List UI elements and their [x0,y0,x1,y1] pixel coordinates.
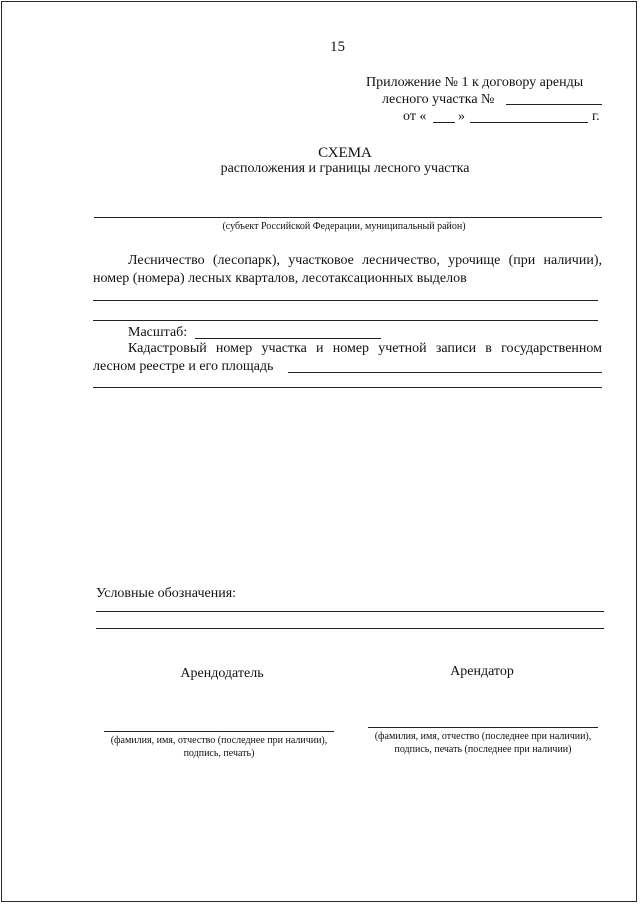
document-subtitle: расположения и границы лесного участка [220,161,470,176]
date-day-blank[interactable] [433,122,455,123]
lessor-title: Арендодатель [180,666,264,681]
cadastral-blank-2[interactable] [93,387,602,388]
lessor-caption-1: (фамилия, имя, отчество (последнее при наличии), [110,735,328,746]
scale-label: Масштаб: [128,325,188,340]
lessee-caption-1: (фамилия, имя, отчество (последнее при наличии), [374,731,592,742]
legend-blank-1[interactable] [96,611,604,612]
lessor-signature-line[interactable] [104,731,334,732]
plot-number-blank[interactable] [506,104,602,105]
plot-number-label: лесного участка № [382,92,495,107]
scale-blank[interactable] [195,338,381,339]
document-title: СХЕМА [318,145,372,161]
cadastral-area-blank[interactable] [288,372,602,373]
date-quote-close: » [458,109,465,124]
forestry-line-1: Лесничество (лесопарк), участковое лесничество, урочище (при наличии), [128,253,602,268]
forestry-line-2: номер (номера) лесных кварталов, лесотаксационных выделов [93,271,467,286]
subject-blank[interactable] [94,217,602,218]
forestry-blank-1[interactable] [93,300,598,301]
legend-label: Условные обозначения: [96,586,237,601]
lessee-signature-line[interactable] [368,727,598,728]
subject-caption: (субъект Российской Федерации, муниципальный район) [222,221,466,232]
lessee-title: Арендатор [450,664,514,679]
date-month-blank[interactable] [470,122,588,123]
date-from-label: от « [403,109,427,124]
cadastral-line-2: лесном реестре и его площадь [93,359,274,374]
page-number: 15 [330,39,345,55]
page-border [1,1,637,902]
forestry-blank-2[interactable] [93,320,598,321]
lessee-caption-2: подпись, печать (последнее при наличии) [394,744,572,755]
lessor-caption-2: подпись, печать) [183,748,255,759]
date-year-suffix: г. [592,109,600,124]
appendix-title: Приложение № 1 к договору аренды [366,75,584,90]
legend-blank-2[interactable] [96,628,604,629]
cadastral-line-1: Кадастровый номер участка и номер учетной записи в государственном [128,341,602,356]
